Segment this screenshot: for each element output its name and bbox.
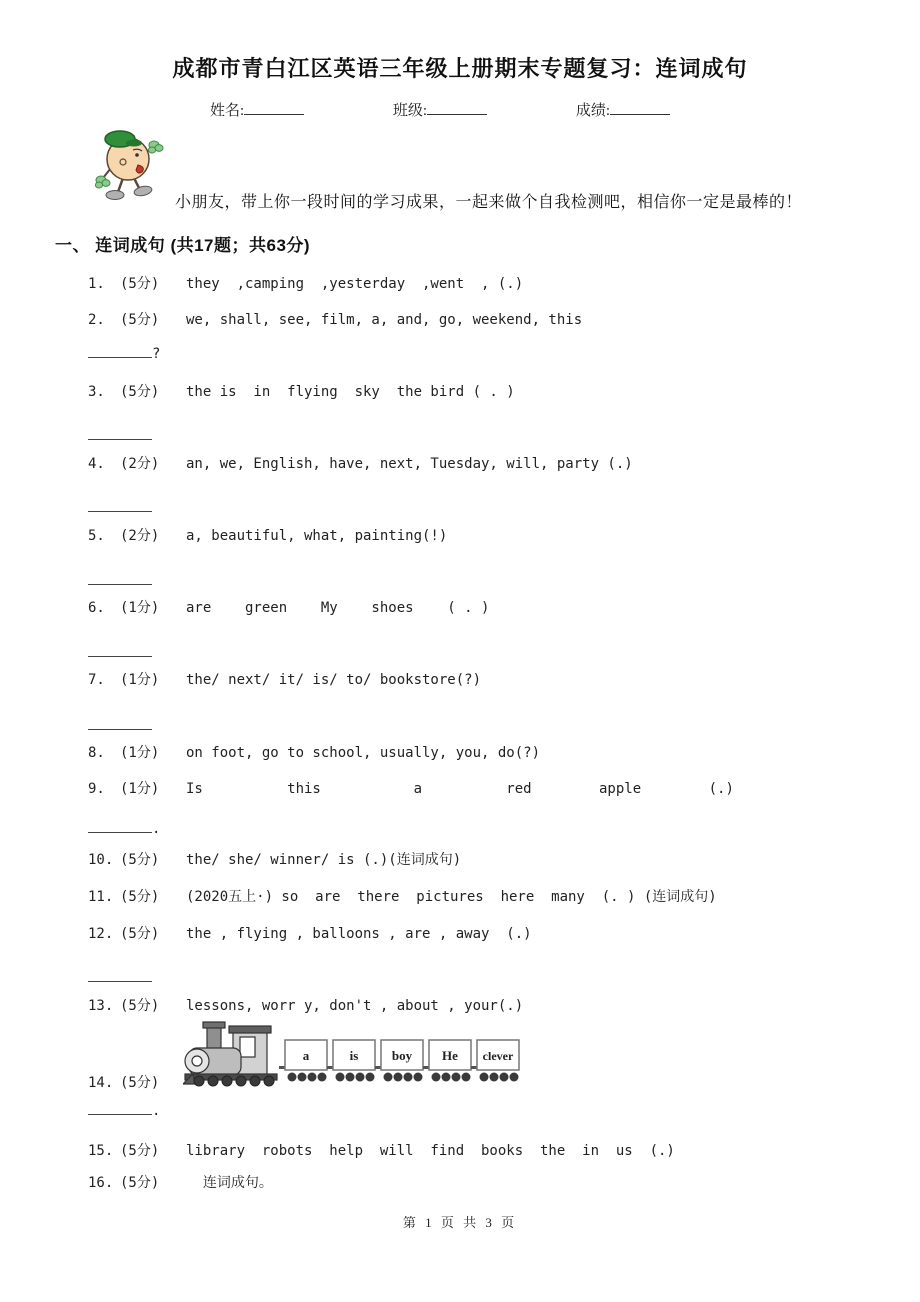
answer-underline xyxy=(88,569,152,585)
train-car-word: He xyxy=(442,1048,458,1063)
class-blank-line xyxy=(427,99,487,115)
question-score: (5分) xyxy=(120,384,160,400)
question-10 xyxy=(88,849,898,869)
question-score: (5分) xyxy=(120,1143,160,1159)
page-number-footer: 第 1 页 共 3 页 xyxy=(402,1215,518,1230)
answer-underline xyxy=(88,1099,152,1115)
answer-blank-line xyxy=(88,342,160,362)
answer-underline xyxy=(88,496,152,512)
train-car-word: is xyxy=(349,1048,359,1063)
question-2 xyxy=(88,309,898,329)
question-score: (5分) xyxy=(120,852,160,868)
score-blank-line xyxy=(610,99,670,115)
section-heading: 一、 连词成句 (共17题；共63分) xyxy=(55,236,311,255)
question-14 xyxy=(88,1072,898,1092)
question-number: 13. xyxy=(88,998,114,1014)
name-label: 姓名: xyxy=(210,103,245,119)
question-text: lessons, worr y, don't , about , your(.) xyxy=(186,998,524,1014)
question-4 xyxy=(88,453,898,473)
question-11 xyxy=(88,886,898,906)
question-3 xyxy=(88,381,898,401)
answer-underline xyxy=(88,714,152,730)
question-text: (2020五上·) so are there pictures here many (. ) (连词成句) xyxy=(186,889,717,905)
question-number: 6. xyxy=(88,600,105,616)
question-13 xyxy=(88,995,898,1015)
question-text: a, beautiful, what, painting(!) xyxy=(186,528,448,544)
student-info-row xyxy=(210,99,670,120)
question-16 xyxy=(88,1172,898,1192)
answer-underline xyxy=(88,966,152,982)
question-text: are green My shoes ( . ) xyxy=(186,600,490,616)
answer-blank-line xyxy=(88,641,152,661)
mascot-boy-icon xyxy=(93,126,165,204)
question-15 xyxy=(88,1140,898,1160)
question-score: (5分) xyxy=(120,312,160,328)
answer-underline xyxy=(88,424,152,440)
question-text: on foot, go to school, usually, you, do(?) xyxy=(186,745,541,761)
train-car-word: clever xyxy=(482,1049,514,1063)
question-score: (2分) xyxy=(120,456,160,472)
question-text: they ,camping ,yesterday ,went , (.) xyxy=(186,276,524,292)
answer-blank-line xyxy=(88,714,152,734)
intro-text: 小朋友，带上你一段时间的学习成果，一起来做个自我检测吧，相信你一定是最棒的！ xyxy=(175,194,803,211)
question-score: (5分) xyxy=(120,1075,160,1091)
train-car-word: a xyxy=(302,1048,310,1063)
page-title: 成都市青白江区英语三年级上册期末专题复习：连词成句 xyxy=(172,56,748,81)
answer-underline xyxy=(88,342,152,358)
question-score: (5分) xyxy=(120,926,160,942)
question-number: 14. xyxy=(88,1075,114,1091)
question-text: the is in flying sky the bird ( . ) xyxy=(186,384,515,400)
question-score: (1分) xyxy=(120,600,160,616)
question-text: the , flying , balloons , are , away (.) xyxy=(186,926,532,942)
question-score: (1分) xyxy=(120,745,160,761)
question-text: Is this a red apple (.) xyxy=(186,781,734,797)
question-9 xyxy=(88,778,898,798)
answer-blank-line xyxy=(88,569,152,589)
answer-underline xyxy=(88,817,152,833)
question-text: an, we, English, have, next, Tuesday, will, party (.) xyxy=(186,456,633,472)
question-text: we, shall, see, film, a, and, go, weekend, this xyxy=(186,312,583,328)
question-number: 11. xyxy=(88,889,114,905)
answer-blank-line xyxy=(88,966,152,986)
question-number: 5. xyxy=(88,528,105,544)
question-1 xyxy=(88,273,898,293)
score-label: 成绩: xyxy=(575,103,610,119)
question-number: 10. xyxy=(88,852,114,868)
question-number: 1. xyxy=(88,276,105,292)
question-number: 15. xyxy=(88,1143,114,1159)
name-blank-line xyxy=(244,99,304,115)
question-number: 7. xyxy=(88,672,105,688)
question-score: (5分) xyxy=(120,1175,160,1191)
answer-blank-line xyxy=(88,496,152,516)
question-number: 8. xyxy=(88,745,105,761)
answer-blank-line xyxy=(88,817,160,837)
class-label: 班级: xyxy=(392,103,428,119)
question-number: 2. xyxy=(88,312,105,328)
blank-suffix: . xyxy=(152,1103,161,1119)
question-number: 16. xyxy=(88,1175,114,1191)
class-field xyxy=(393,99,487,120)
question-8 xyxy=(88,742,898,762)
question-score: (1分) xyxy=(120,672,160,688)
question-text: the/ she/ winner/ is (.)(连词成句) xyxy=(186,852,462,868)
answer-underline xyxy=(88,641,152,657)
question-score: (1分) xyxy=(120,781,160,797)
question-6 xyxy=(88,597,898,617)
question-number: 4. xyxy=(88,456,105,472)
blank-suffix: . xyxy=(152,821,161,837)
question-number: 12. xyxy=(88,926,114,942)
question-number: 9. xyxy=(88,781,105,797)
question-score: (5分) xyxy=(120,998,160,1014)
blank-suffix: ? xyxy=(152,346,161,362)
score-field xyxy=(576,99,670,120)
question-12 xyxy=(88,923,898,943)
train-car-word: boy xyxy=(391,1048,413,1063)
name-field xyxy=(210,99,304,120)
answer-blank-line xyxy=(88,1099,160,1119)
question-text: library robots help will find books the in us (.) xyxy=(186,1143,675,1159)
question-7 xyxy=(88,669,898,689)
question-5 xyxy=(88,525,898,545)
question-score: (5分) xyxy=(120,276,160,292)
question-text: the/ next/ it/ is/ to/ bookstore(?) xyxy=(186,672,482,688)
mascot-boy-illustration xyxy=(93,126,165,204)
question-text: 连词成句。 xyxy=(186,1175,273,1191)
answer-blank-line xyxy=(88,424,152,444)
question-score: (5分) xyxy=(120,889,160,905)
question-score: (2分) xyxy=(120,528,160,544)
question-number: 3. xyxy=(88,384,105,400)
